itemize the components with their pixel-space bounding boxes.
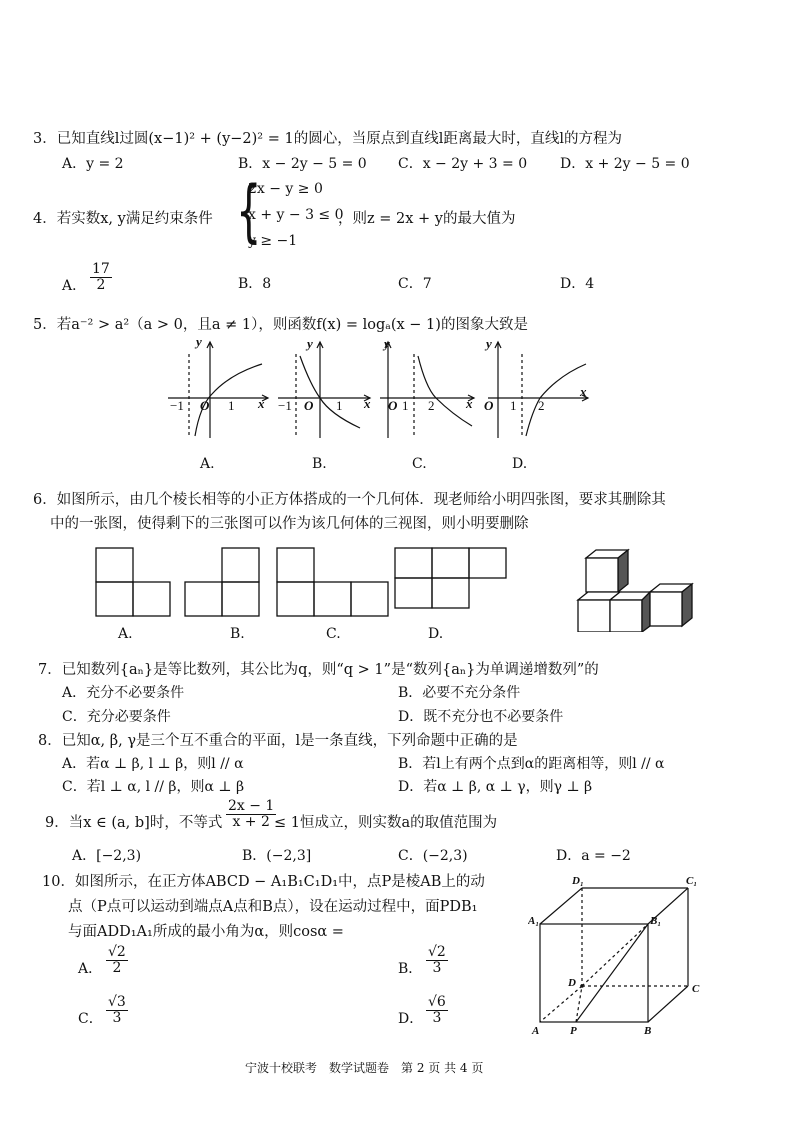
q10-line3: 与面ADD₁A₁所成的最小角为α，则cosα = [68,924,344,940]
svg-text:y: y [196,336,202,349]
q10-c-numerator: √3 [108,994,126,1010]
q3-stem: 3．已知直线l过圆(x−1)² + (y−2)² = 1的圆心，当原点到直线l距离最大时，直线l的方程为 [33,131,622,147]
q9-option-b: B．(−2,3] [242,848,312,864]
svg-text:1: 1 [402,398,409,413]
q9-denominator: x + 2 [232,814,270,831]
q10-a-denominator: 2 [112,960,122,977]
cube-label-c: C [692,983,700,995]
q6-label-c: C. [326,626,341,642]
svg-text:1: 1 [336,398,343,413]
svg-text:x: x [466,396,473,411]
svg-text:O: O [200,398,210,413]
q6-stem-line1: 6．如图所示，由几个棱长相等的小正方体搭成的一个几何体．现老师给小明四张图，要求其删除其 [33,492,666,508]
cube-label-d1: D₁ [572,875,584,887]
q7-stem: 7．已知数列{aₙ}是等比数列，其公比为q，则“q > 1”是“数列{aₙ}为单调递增数列”的 [38,662,599,678]
q4-suffix: ，则z = 2x + y的最大值为 [338,211,516,227]
q6-label-d: D. [428,626,444,642]
q5-label-a: A. [200,456,215,472]
q6-views [90,540,740,632]
q9-numerator: 2x − 1 [228,798,275,814]
q8-option-c: C．若l ⊥ α, l // β，则α ⊥ β [62,779,245,795]
q8-stem: 8．已知α, β, γ是三个互不重合的平面，l是一条直线，下列命题中正确的是 [38,733,518,749]
q10-option-c-label: C． [78,1011,103,1027]
q4-a-denominator: 2 [96,277,106,294]
q10-option-a-fraction [106,945,128,977]
q10-a-numerator: √2 [108,944,126,960]
svg-text:O: O [304,398,314,413]
q6-label-a: A. [118,626,133,642]
q7-option-b: B．必要不充分条件 [398,685,521,701]
q7-option-c: C．充分必要条件 [62,709,171,725]
q4-brace: { [236,172,262,252]
q10-c-denominator: 3 [112,1010,122,1027]
q4-prefix: 4．若实数x, y满足约束条件 [33,211,213,227]
q9-option-a: A．[−2,3) [72,848,142,864]
q5-label-c: C. [412,456,427,472]
q4-option-b: B．8 [238,276,272,292]
svg-text:y: y [384,336,390,351]
q8-option-d: D．若α ⊥ β, α ⊥ γ，则γ ⊥ β [398,779,593,795]
cube-label-b: B [644,1025,652,1037]
svg-text:O: O [484,398,494,413]
q10-option-d-label: D． [398,1011,424,1027]
cube-label-p: P [570,1025,577,1037]
q4-option-a-fraction [90,262,112,294]
svg-text:x: x [258,396,265,411]
svg-text:2: 2 [428,398,435,413]
q3-option-b: B．x − 2y − 5 = 0 [238,156,367,172]
cube-label-b1: B₁ [650,915,662,927]
svg-text:1: 1 [510,398,517,413]
q7-option-a: A．充分不必要条件 [62,685,185,701]
q4-option-a-label: A． [62,278,87,294]
svg-text:y: y [307,336,313,351]
q9-prefix: 9．当x ∈ (a, b]时，不等式 [45,815,223,831]
q4-a-numerator: 17 [92,261,110,277]
q5-label-d: D. [512,456,528,472]
q5-stem: 5．若a⁻² > a²（a > 0，且a ≠ 1），则函数f(x) = logₐ(x − 1)的图象大致是 [33,317,528,333]
q3-option-d: D．x + 2y − 5 = 0 [560,156,690,172]
q10-b-denominator: 3 [432,960,442,977]
q4-constraint-3: y ≥ −1 [248,233,298,249]
page-footer: 宁波十校联考 数学试题卷 第 2 页 共 4 页 [245,1061,484,1075]
cube-label-d: D [568,977,576,989]
q9-fraction [226,799,276,831]
q6-stem-line2: 中的一张图，使得剩下的三张图可以作为该几何体的三视图，则小明要删除 [50,516,529,532]
q9-option-c: C．(−2,3) [398,848,468,864]
q9-option-d: D．a = −2 [556,848,631,864]
q10-option-a-label: A． [78,961,103,977]
q10-option-c-fraction [106,995,128,1027]
q4-option-c: C．7 [398,276,432,292]
cube-label-c1: C₁ [686,875,698,887]
q4-option-d: D．4 [560,276,595,292]
q10-option-b-label: B． [398,961,423,977]
q5-label-b: B. [312,456,327,472]
svg-text:O: O [388,398,398,413]
q6-label-b: B. [230,626,245,642]
svg-text:x: x [364,396,371,411]
q3-option-c: C．x − 2y + 3 = 0 [398,156,528,172]
q9-suffix: ≤ 1恒成立，则实数a的取值范围为 [274,815,498,831]
q4-constraint-2: x + y − 3 ≤ 0 [248,207,344,223]
q4-constraint-1: 2x − y ≥ 0 [248,181,323,197]
q10-d-denominator: 3 [432,1010,442,1027]
svg-text:1: 1 [228,398,235,413]
svg-text:x: x [580,384,587,399]
cube-label-a1: A₁ [528,915,540,927]
q8-option-a: A．若α ⊥ β, l ⊥ β，则l // α [62,756,244,772]
q3-option-a: A．y = 2 [62,156,124,172]
cube-label-a: A [532,1025,540,1037]
q10-line2: 点（P点可以运动到端点A点和B点），设在运动过程中，面PDB₁ [68,899,478,915]
q10-option-d-fraction [426,995,448,1027]
svg-text:2: 2 [538,398,545,413]
svg-text:−1: −1 [170,398,184,413]
q10-line1: 10．如图所示，在正方体ABCD − A₁B₁C₁D₁中，点P是棱AB上的动 [42,874,485,890]
q10-d-numerator: √6 [428,994,446,1010]
q10-b-numerator: √2 [428,944,446,960]
q7-option-d: D．既不充分也不必要条件 [398,709,564,725]
q10-cube-figure [528,872,718,1042]
q10-option-b-fraction [426,945,448,977]
q8-option-b: B．若l上有两个点到α的距离相等，则l // α [398,756,665,772]
svg-text:y: y [486,336,492,351]
q5-graphs [160,336,600,446]
svg-text:−1: −1 [278,398,292,413]
